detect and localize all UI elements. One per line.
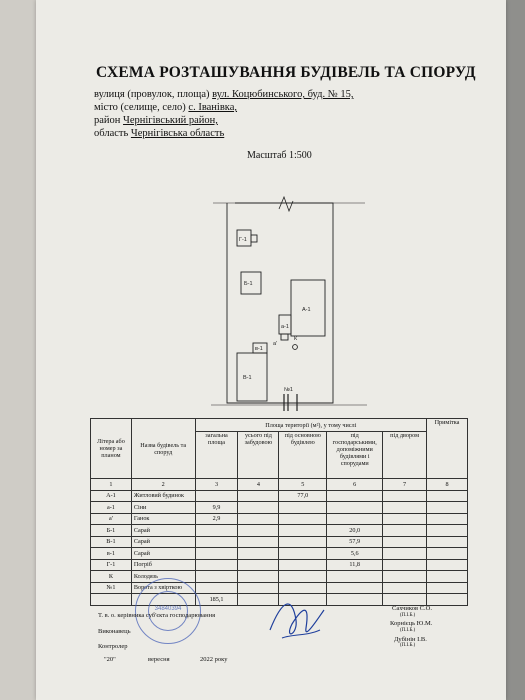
pib-1: (П.І.Б.)	[400, 613, 416, 618]
cell-aux	[327, 490, 383, 502]
cell-yard	[383, 559, 427, 571]
cell-lit: а'	[91, 513, 132, 525]
cell-note	[427, 594, 468, 606]
header-note: Примітка	[427, 419, 468, 479]
cell-built	[238, 559, 279, 571]
cell-main	[279, 525, 327, 537]
cell-yard	[383, 525, 427, 537]
official-stamp	[135, 578, 201, 644]
cell-main	[279, 502, 327, 514]
cell-main	[279, 548, 327, 560]
header-aux: під господарськими, допоміжними будівлями і спорудами	[327, 432, 383, 479]
cell-main	[279, 536, 327, 548]
executor-label: Виконавець	[98, 628, 131, 635]
region-label: область	[94, 128, 129, 139]
table-row	[91, 536, 468, 548]
plan-label-gate: №1	[284, 387, 293, 393]
scale-label: Масштаб 1:500	[247, 150, 312, 161]
plot-boundary	[227, 203, 333, 403]
col-num: 7	[383, 479, 427, 491]
cell-yard	[383, 513, 427, 525]
cell-yard	[383, 536, 427, 548]
cell-name: Сіни	[131, 502, 195, 514]
cell-aux: 11,8	[327, 559, 383, 571]
cell-name: Сарай	[131, 548, 195, 560]
cell-lit: Г-1	[91, 559, 132, 571]
date-day: "20"	[104, 656, 116, 663]
address-settlement	[94, 102, 237, 113]
cell-total	[195, 548, 238, 560]
cell-lit: В-1	[91, 536, 132, 548]
cell-total: 185,1	[195, 594, 238, 606]
table-row	[91, 559, 468, 571]
cell-name: Колодязь	[131, 571, 195, 583]
controller-label: Контролер	[98, 643, 128, 650]
plan-label-g1: Г-1	[239, 237, 247, 243]
cell-total	[195, 525, 238, 537]
cell-note	[427, 525, 468, 537]
pib-2: (П.І.Б.)	[400, 628, 416, 633]
cell-note	[427, 513, 468, 525]
col-num: 4	[238, 479, 279, 491]
cell-lit: в-1	[91, 548, 132, 560]
cell-main	[279, 559, 327, 571]
cell-yard	[383, 490, 427, 502]
table-row	[91, 525, 468, 537]
cell-note	[427, 571, 468, 583]
street-label: вулиця (провулок, площа)	[94, 89, 210, 100]
header-yard: під двором	[383, 432, 427, 479]
col-num: 2	[131, 479, 195, 491]
header-main: під основною будівлею	[279, 432, 327, 479]
table-row	[91, 490, 468, 502]
cell-built	[238, 571, 279, 583]
pib-3: (П.І.Б.)	[400, 643, 416, 648]
district-value: Чернігівський район,	[123, 115, 218, 126]
porch-a-prime	[281, 334, 288, 340]
date-month: вересня	[148, 656, 170, 663]
cell-note	[427, 582, 468, 594]
cell-total	[195, 571, 238, 583]
plan-label-a1-small: а-1	[281, 324, 289, 330]
cell-yard	[383, 571, 427, 583]
cell-note	[427, 559, 468, 571]
cell-total	[195, 559, 238, 571]
cell-aux	[327, 594, 383, 606]
signature-mark	[262, 590, 332, 650]
cell-name: Погріб	[131, 559, 195, 571]
address-district	[94, 115, 218, 126]
well-k	[293, 345, 298, 350]
table-row	[91, 513, 468, 525]
gate-no1	[284, 394, 297, 411]
plan-label-b1: Б-1	[244, 281, 253, 287]
building-v1	[237, 353, 267, 401]
document-title: СХЕМА РОЗТАШУВАННЯ БУДІВЕЛЬ ТА СПОРУД	[96, 64, 476, 81]
cell-name: Житловий будинок	[131, 490, 195, 502]
cell-name: Ворота з хвірткою	[131, 582, 195, 594]
cell-lit: а-1	[91, 502, 132, 514]
cell-name: Сарай	[131, 536, 195, 548]
cell-aux	[327, 513, 383, 525]
col-num: 1	[91, 479, 132, 491]
settlement-value: с. Іванівка,	[188, 102, 238, 113]
plan-label-v1: В-1	[243, 375, 252, 381]
cell-lit: К	[91, 571, 132, 583]
cell-note	[427, 548, 468, 560]
cell-main: 77,0	[279, 490, 327, 502]
cell-aux	[327, 582, 383, 594]
plan-label-k: К	[294, 336, 298, 342]
cell-lit	[91, 594, 132, 606]
settlement-label: місто (селище, село)	[94, 102, 186, 113]
col-num: 8	[427, 479, 468, 491]
buildings-table	[90, 418, 468, 606]
cell-note	[427, 502, 468, 514]
cell-main	[279, 571, 327, 583]
plan-label-a-prime: а'	[273, 341, 278, 347]
cell-lit: А-1	[91, 490, 132, 502]
cell-aux: 5,6	[327, 548, 383, 560]
table-row	[91, 571, 468, 583]
cell-lit: Б-1	[91, 525, 132, 537]
region-value: Чернігівська область	[130, 128, 225, 139]
address-street	[94, 89, 354, 100]
cell-built	[238, 525, 279, 537]
cell-yard	[383, 548, 427, 560]
person1-name: Сахчиков С.О.	[392, 605, 432, 612]
cell-yard	[383, 582, 427, 594]
cell-total	[195, 582, 238, 594]
table-row	[91, 548, 468, 560]
person3-name: Дубінін І.В.	[394, 636, 427, 643]
header-name: Назва будівель та споруд	[131, 419, 195, 479]
col-num: 3	[195, 479, 238, 491]
cell-note	[427, 536, 468, 548]
col-num: 6	[327, 479, 383, 491]
cell-total: 9,9	[195, 502, 238, 514]
cell-name: Сарай	[131, 525, 195, 537]
head-label: Т. в. о. керівника суб'єкта господарювання	[98, 612, 216, 619]
cell-aux: 57,9	[327, 536, 383, 548]
plan-label-a1: А-1	[302, 307, 311, 313]
break-mark	[279, 197, 293, 211]
col-num: 5	[279, 479, 327, 491]
cell-total	[195, 490, 238, 502]
header-lit: Літера або номер за планом	[91, 419, 132, 479]
district-label: район	[94, 115, 121, 126]
cell-main	[279, 513, 327, 525]
date-year: 2022 року	[200, 656, 228, 663]
cell-yard	[383, 594, 427, 606]
cell-total	[195, 536, 238, 548]
cell-built	[238, 502, 279, 514]
cell-lit: №1	[91, 582, 132, 594]
street-value: вул. Коцюбинського, буд. № 15,	[212, 89, 354, 100]
header-area: Площа території (м²), у тому числі	[195, 419, 426, 432]
header-built: усього під забудовою	[238, 432, 279, 479]
cell-aux	[327, 571, 383, 583]
cell-total: 2,9	[195, 513, 238, 525]
column-numbers-row	[91, 479, 468, 491]
cell-name: Ганок	[131, 513, 195, 525]
cell-yard	[383, 502, 427, 514]
cell-built	[238, 536, 279, 548]
header-total: загальна площа	[195, 432, 238, 479]
person2-name: Корнієць Ю.М.	[390, 620, 433, 627]
cell-aux: 20,0	[327, 525, 383, 537]
cell-built	[238, 513, 279, 525]
cell-built	[238, 548, 279, 560]
cell-note	[427, 490, 468, 502]
cell-aux	[327, 502, 383, 514]
site-plan	[205, 195, 375, 415]
table-row	[91, 502, 468, 514]
plan-label-v1-small: в-1	[255, 346, 263, 352]
cell-built	[238, 490, 279, 502]
stamp-number: 34840394	[154, 606, 182, 612]
address-region	[94, 128, 224, 139]
